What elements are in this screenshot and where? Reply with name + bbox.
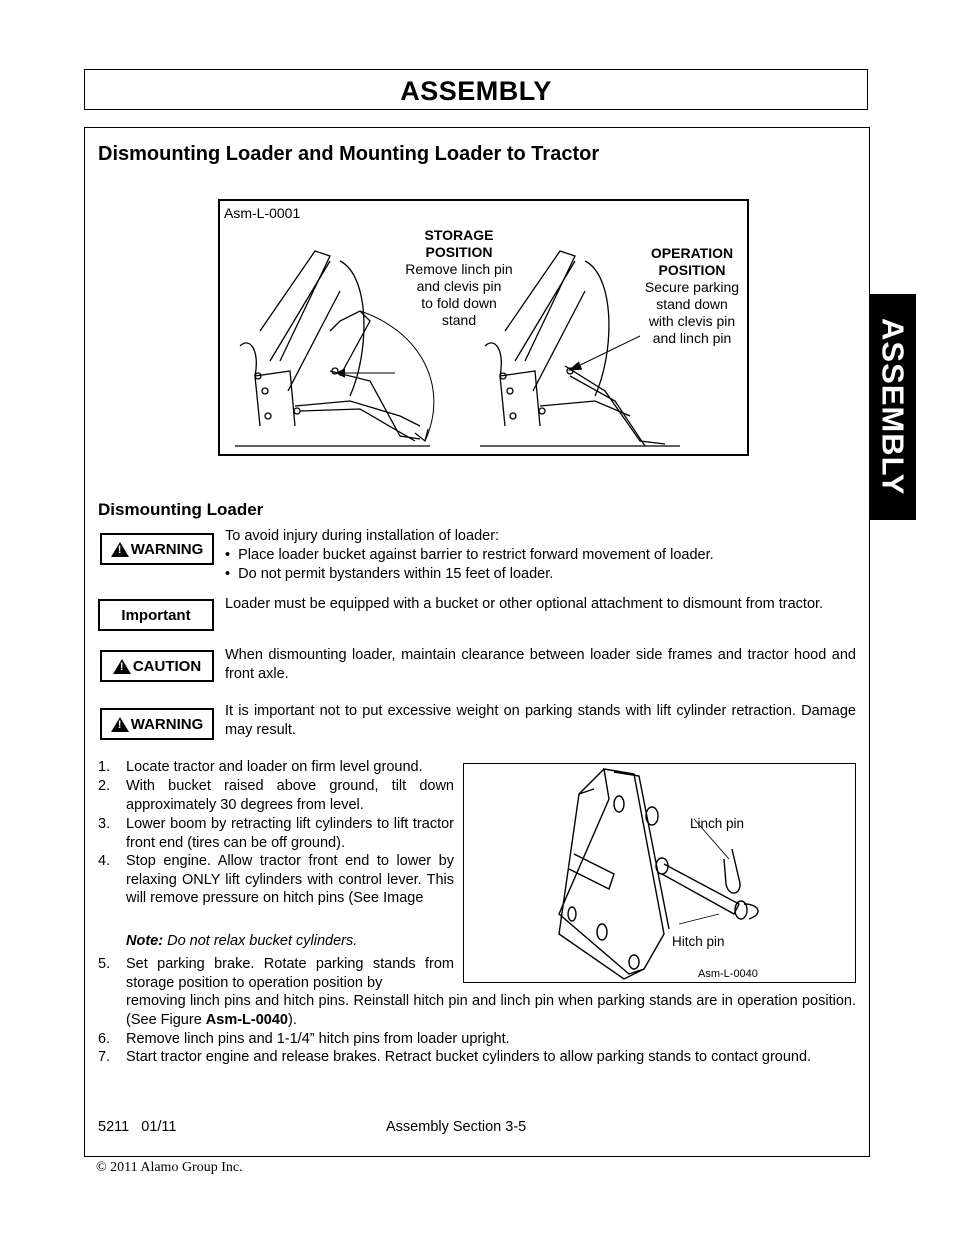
stand-hitch-pin-drawing: [464, 764, 855, 982]
subsection-title: Dismounting Loader: [98, 500, 264, 519]
important-message: Loader must be equipped with a bucket or other optional attachment to dismount from tractor.: [225, 596, 824, 612]
page-header: [84, 69, 868, 110]
linch-pin-label: Linch pin: [690, 816, 745, 831]
figure-storage-operation: [218, 199, 749, 456]
side-tab-label: ASSEMBLY: [875, 318, 911, 496]
footer-doc-number: 5211 01/11: [98, 1119, 177, 1135]
bullet-icon: •: [225, 547, 239, 563]
side-tab: [869, 294, 916, 520]
step-5-continued: removing linch pins and hitch pins. Reinstall hitch pin and linch pin when parking stands are in operation position. (See Figure Asm-L-0040).: [126, 993, 856, 1028]
caution-badge: ! CAUTION: [100, 650, 214, 682]
figure-id: Asm-L-0040: [698, 968, 758, 980]
warning-badge: ! WARNING: [100, 533, 214, 565]
footer-section: Assembly Section 3-5: [386, 1119, 527, 1135]
caution-icon: [113, 659, 131, 674]
hitch-pin-label: Hitch pin: [672, 934, 725, 949]
figure-id: Asm-L-0001: [224, 205, 301, 221]
bullet-icon: •: [225, 566, 239, 582]
note: Note: Do not relax bucket cylinders.: [126, 933, 358, 949]
section-title: Dismounting Loader and Mounting Loader to Tractor: [98, 143, 600, 165]
important-badge: Important: [98, 599, 214, 631]
copyright: © 2011 Alamo Group Inc.: [96, 1160, 243, 1175]
warning-icon: [111, 542, 129, 557]
operation-label: OPERATION POSITION Secure parking stand down with clevis pin and linch pin: [644, 245, 740, 346]
warning-message-2: It is important not to put excessive weight on parking stands with lift cylinder retraction. Damage may result.: [225, 703, 856, 738]
header-title: ASSEMBLY: [400, 76, 552, 106]
caution-message: When dismounting loader, maintain clearance between loader side frames and tractor hood and front axle.: [225, 647, 856, 682]
storage-label: STORAGE POSITION Remove linch pin and clevis pin to fold down stand: [405, 227, 513, 328]
warning-icon: [111, 717, 129, 732]
figure-hitch-pin: [463, 763, 856, 983]
warning-badge: ! WARNING: [100, 708, 214, 740]
warning-message-1: To avoid injury during installation of loader: • Place loader bucket against barrier to restrict forward movement of loader. • Do not permit bystanders within 15 feet of loader.: [225, 528, 714, 582]
